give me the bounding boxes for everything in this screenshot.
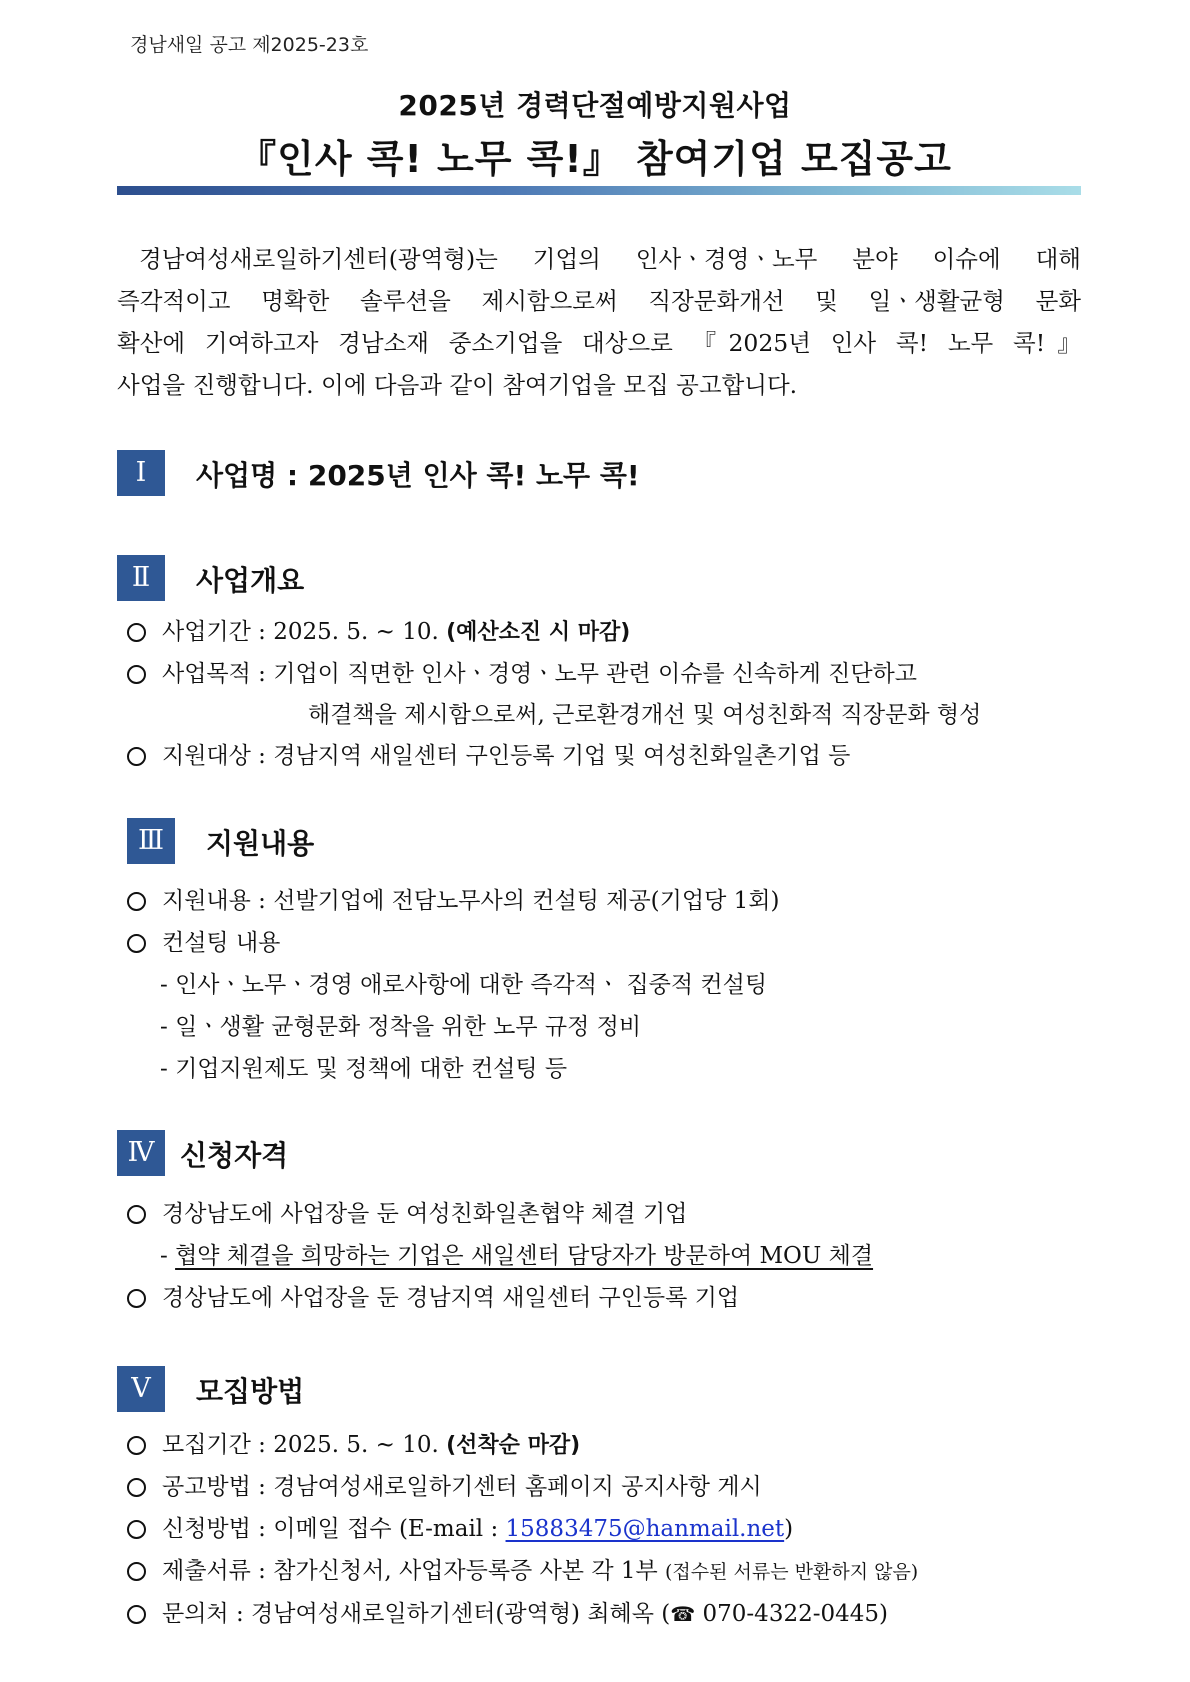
list-item: 공고방법 : 경남여성새로일하기센터 홈페이지 공지사항 게시 (162, 1474, 762, 1500)
email-link[interactable]: 15883475@hanmail.net (505, 1516, 785, 1542)
phone-icon: ☎ (670, 1602, 696, 1626)
intro-line: 확산에 기여하고자 경남소재 중소기업을 대상으로 『2025년 인사 콕! 노무 콕!』 (117, 329, 1081, 357)
intro-line: 경남여성새로일하기센터(광역형)는 기업의 인사ㆍ경영ㆍ노무 분야 이슈에 대해 (139, 245, 1081, 273)
sub-list-item: - 기업지원제도 및 정책에 대한 컨설팅 등 (160, 1056, 568, 1082)
intro-line: 즉각적이고 명확한 솔루션을 제시함으로써 직장문화개선 및 일ㆍ생활균형 문화 (117, 287, 1081, 315)
underlined-note: 협약 체결을 희망하는 기업은 새일센터 담당자가 방문하여 MOU 체결 (175, 1243, 874, 1269)
apply-close: ) (784, 1516, 794, 1542)
period-note: (선착순 마감) (446, 1433, 581, 1458)
bullet-circle-icon (127, 1289, 146, 1308)
docs-note: (접수된 서류는 반환하지 않음) (665, 1561, 919, 1583)
bullet-circle-icon (127, 623, 146, 642)
document-number: 경남새일 공고 제2025-23호 (130, 34, 369, 56)
list-item: 컨설팅 내용 (162, 930, 281, 956)
bullet-circle-icon (127, 1562, 146, 1581)
bullet-circle-icon (127, 1478, 146, 1497)
list-item: 경상남도에 사업장을 둔 여성친화일촌협약 체결 기업 (162, 1201, 688, 1227)
section-title: 모집방법 (196, 1375, 305, 1408)
page-title: 『인사 콕! 노무 콕!』 참여기업 모집공고 (238, 137, 952, 181)
bullet-circle-icon (127, 1436, 146, 1455)
intro-paragraph (117, 238, 1081, 406)
list-item (162, 1552, 918, 1585)
dash: - (160, 1243, 176, 1269)
section-number-box: Ⅲ (127, 818, 175, 864)
list-item: 경상남도에 사업장을 둔 경남지역 새일센터 구인등록 기업 (162, 1285, 740, 1311)
title-gradient-rule (117, 186, 1081, 195)
list-item: 사업목적 : 기업이 직면한 인사ㆍ경영ㆍ노무 관련 이슈를 신속하게 진단하고 (162, 661, 917, 687)
bullet-circle-icon (127, 1205, 146, 1224)
sub-list-item: - 일ㆍ생활 균형문화 정착을 위한 노무 규정 정비 (160, 1014, 642, 1040)
sub-list-item (160, 1237, 873, 1270)
period-note: (예산소진 시 마감) (446, 620, 631, 645)
period-text: 사업기간 : 2025. 5. ~ 10. (162, 619, 447, 645)
section-title: 사업개요 (196, 564, 305, 597)
section-number-box: Ⅰ (117, 450, 165, 496)
bullet-circle-icon (127, 1605, 146, 1624)
list-item (162, 1510, 793, 1543)
list-item: 지원내용 : 선발기업에 전담노무사의 컨설팅 제공(기업당 1회) (162, 888, 780, 914)
bullet-circle-icon (127, 1520, 146, 1539)
section-number-box: Ⅴ (117, 1366, 165, 1412)
intro-line: 사업을 진행합니다. 이에 다음과 같이 참여기업을 모집 공고합니다. (117, 371, 798, 399)
section-title: 신청자격 (180, 1139, 289, 1172)
section-title: 지원내용 (206, 827, 315, 860)
apply-label: 신청방법 : 이메일 접수 (E-mail : (162, 1516, 506, 1542)
contact-label: 문의처 : 경남여성새로일하기센터(광역형) 최혜옥 ( (162, 1601, 671, 1627)
list-item: 지원대상 : 경남지역 새일센터 구인등록 기업 및 여성친화일촌기업 등 (162, 743, 851, 769)
period-text: 모집기간 : 2025. 5. ~ 10. (162, 1432, 447, 1458)
bullet-circle-icon (127, 892, 146, 911)
list-item (162, 1595, 888, 1628)
sub-list-item: - 인사ㆍ노무ㆍ경영 애로사항에 대한 즉각적ㆍ 집중적 컨설팅 (160, 972, 768, 998)
docs-text: 제출서류 : 참가신청서, 사업자등록증 사본 각 1부 (162, 1558, 666, 1584)
bullet-circle-icon (127, 747, 146, 766)
list-item (162, 613, 630, 646)
section-number-box: Ⅱ (117, 555, 165, 601)
list-item-continuation: 해결책을 제시함으로써, 근로환경개선 및 여성친화적 직장문화 형성 (308, 702, 982, 728)
title-line-1: 2025년 경력단절예방지원사업 (398, 89, 792, 122)
bullet-circle-icon (127, 934, 146, 953)
phone-number: 070-4322-0445) (695, 1601, 888, 1627)
list-item (162, 1426, 580, 1459)
bullet-circle-icon (127, 665, 146, 684)
section-number-box: Ⅳ (117, 1130, 165, 1176)
section-title: 사업명 : 2025년 인사 콕! 노무 콕! (196, 459, 640, 492)
